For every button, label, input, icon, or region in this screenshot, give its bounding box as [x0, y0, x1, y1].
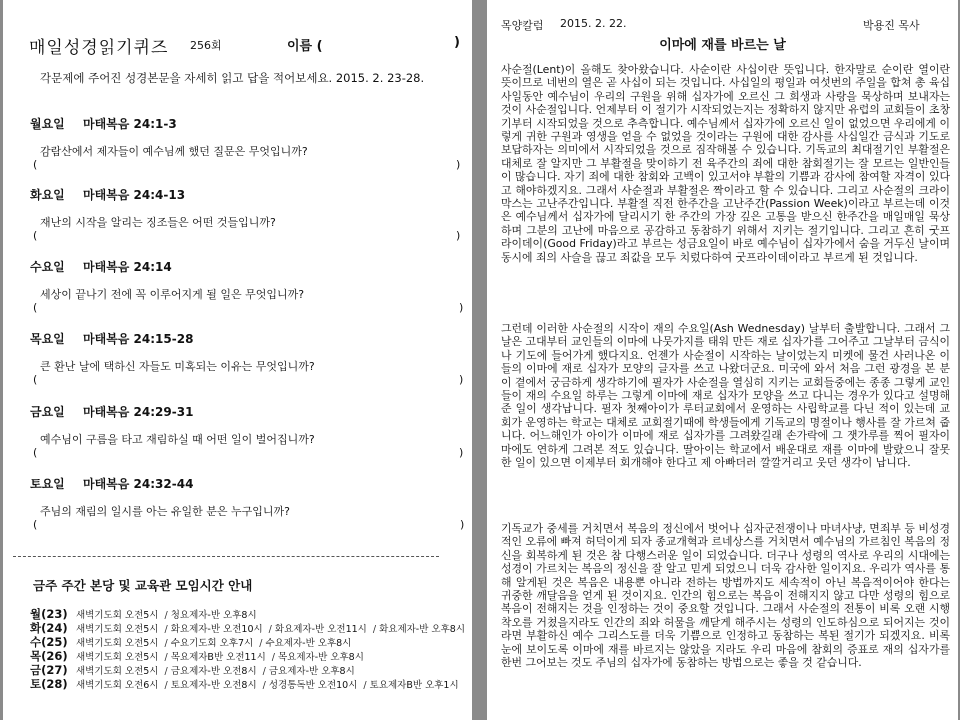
question-text: 감람산에서 제자들이 예수님께 했던 질문은 무엇입니까?	[40, 145, 308, 158]
answer-open: (	[33, 229, 38, 242]
column-paragraph-2: 그런데 이러한 사순절의 시작이 재의 수요일(Ash Wednesday) 날부터 출발합니다. 그래서 그날은 고대부터 교인들의 이마에 나뭇가지를 태워 만든 재로 십자가를 그어주고 그날부터 금식이나 기도에 들어가게 했다지요. 언젠가 사순절이 시작하는 날이었는지 미켓에 물건 사러나온 이들의 이마에 재로 십자가 모양의 글자를 쓰고 나왔더군요. 미국에 와서 처음 그런 광경을 본 분이 곁에서 궁금하게 생각하기에 필자가 사순절을 열심히 지키는 교회들중에는 종종 그렇게 교인들이 재의 수요일 하루는 그렇게 이마에 재로 십자가 모양을 쓰고 다니는 경우가 있다고 설명해준 일이 생각납니다. 필자 첫째아이가 루터교회에서 운영하는 사립학교를 다닌 적이 있는데 교회가 운영하는 학교는 대체로 교회절기때에 학생들에게 기독교의 명절이나 행사를 잘 가르쳐 줍니다. 어느해인가 아이가 이마에 재로 십자가를 그려왔길래 손가락에 그 잿가루를 찍어 필자이마에도 연하게 그려본 적도 있습니다. 딸아이는 학교에서 배운대로 재를 이마에 발랐으니 잘못한 일이 있으면 이제부터 회개해야 한다고 제 아빠더러 깔깔거리고 웃던 생각이 납니다.	[501, 322, 950, 470]
meeting-item: / 화요제자-반 오후8시	[373, 621, 465, 635]
passage-ref: 마태복음 24:1-3	[83, 117, 177, 131]
answer-open: (	[33, 446, 38, 459]
answer-open: (	[33, 373, 38, 386]
name-label: 이름 (	[287, 39, 323, 54]
answer-close: )	[460, 518, 465, 531]
answer-open: (	[33, 518, 38, 531]
question-text: 세상이 끝나기 전에 꼭 이루어지게 될 일은 무엇입니까?	[40, 288, 305, 301]
quiz-page	[3, 0, 472, 720]
meeting-item: / 목요제자B반 오전11시	[164, 649, 265, 663]
answer-close: )	[459, 446, 464, 459]
question-text: 예수님이 구름을 타고 재림하실 때 어떤 일이 벌어집니까?	[40, 433, 315, 446]
meetings-title: 금주 주간 본당 및 교육관 모임시간 안내	[33, 578, 253, 593]
meeting-item: / 화요제자-반 오전11시	[269, 621, 367, 635]
column-paragraph-1: 사순절(Lent)이 올해도 찾아왔습니다. 사순이란 사십이란 뜻입니다. 한자말로 순이란 열이란 뜻이므로 네번의 열은 곧 사십이 되는 것입니다. 사십일의 평일과 여섯번의 주일을 합쳐 총 육십사일동안 예수님이 우리의 구원을 위해 십자가에 오르신 그 희생과 사랑을 묵상하며 보내자는 것이 사순절입니다. 언제부터 이 절기가 시작되었는지는 정확하지 않지만 유럽의 교회들이 초창기부터 시작되었을 것으로 추측합니다. 예수님께서 십자가에 오르신 일이 없었으면 우리에게 이렇게 귀한 구원과 영생을 얻을 수 없었을 것이라는 구원에 대한 감사를 사십일간 금식과 기도로 보답하자는 의미에서 시작되었을 것으로 짐작해볼 수 있습니다. 기독교의 최대절기인 부활절은 대체로 잘 알지만 그 부활절을 맞이하기 전 육주간의 죄에 대한 참회절기는 잘 모르는 일반인들이 많습니다. 자기 죄에 대한 참회와 고백이 있고서야 부활의 기쁨과 감사에 참여할 자격이 있다고 해야하겠지요. 그래서 사순절과 부활절은 짝이라고 할 수 있습니다. 그리고 사순절의 크라이막스는 고난주간입니다. 부활절 직전 한주간을 고난주간(Passion Week)이라고 부르는데 이것은 예수님께서 십자가에 달리시기 한 주간의 가장 깊은 고통을 받으신 한주간을 매일매일 묵상하며 그분의 고난에 마음으로 공감하고 동참하기 위해서 지키는 절기입니다. 그리고 흔히 굿프라이데이(Good Friday)라고 부르는 성금요일이 바로 예수님이 십자가에서 숨을 거두신 날이며 동시에 죄의 사슬을 끊고 죄값을 모두 치렀다하여 굿프라이데이라고 부르게 된 것입니다.	[501, 63, 950, 264]
meeting-day: 목(26)	[30, 649, 68, 663]
meeting-item: / 금요제자-반 오전8시	[164, 663, 256, 677]
answer-open: (	[33, 301, 38, 314]
passage-ref: 마태복음 24:14	[83, 260, 172, 274]
meeting-day: 토(28)	[30, 677, 68, 691]
column-paragraph-3: 기독교가 중세를 거치면서 복음의 정신에서 벗어나 십자군전쟁이나 마녀사냥, 면죄부 등 비성경적인 오류에 빠져 허덕이게 되자 종교개혁과 르네상스를 거치면서 예수님의 가르침인 복음의 정신을 회복하게 된 것은 참 다행스러운 일이 되었습니다. 더구나 성령의 역사로 우리의 시대에는 성경이 가르치는 복음의 정신을 잘 알고 믿게 되었으니 더욱 감사한 일이지요. 우리가 역사를 통해 알게된 것은 복음은 내용뿐 아니라 전하는 방법까지도 세속적이 아닌 복음적이어야 한다는 귀중한 깨달음을 얻게 된 것이지요. 인간의 힘으로는 복음이 전해지지 않고 다만 성령의 힘으로 복음이 전해지는 것을 인정하는 것이 중요할 것입니다. 그래서 사순절의 전통이 비록 오랜 시행착오를 거쳤을지라도 인간의 죄와 허물을 깨닫게 해주시는 성령의 인도하심으로 되어지는 것이라면 부활하신 예수 그리스도를 더욱 기쁨으로 인정하고 동참하는 복된 절기가 되겠지요. 비록 눈에 보이도록 이마에 재를 바르지는 않았을 지라도 우리 마음에 참회의 증표로 재의 십자가를 한번 그어보는 것도 주님의 십자가에 동참하는 방법으로는 좋을 것 같습니다.	[501, 522, 950, 670]
answer-close: )	[459, 301, 464, 314]
passage-ref: 마태복음 24:4-13	[83, 188, 186, 202]
question-text: 큰 환난 날에 택하신 자들도 미혹되는 이유는 무엇입니까?	[40, 360, 315, 373]
name-close: )	[454, 35, 460, 50]
meeting-item: / 토요제자-반 오전8시	[164, 677, 256, 691]
column-title: 이마에 재를 바르는 날	[659, 38, 786, 53]
quiz-number: 256회	[190, 39, 222, 52]
day-label: 금요일	[30, 405, 65, 419]
meeting-item: / 토요제자B반 오후1시	[363, 677, 458, 691]
meeting-item: 새벽기도회 오전6시	[76, 680, 159, 691]
meeting-item: / 수요기도회 오후7시	[164, 635, 253, 649]
meeting-item: / 성경통독반 오전10시	[263, 677, 358, 691]
day-label: 수요일	[30, 260, 65, 274]
meeting-day: 월(23)	[30, 607, 68, 621]
column-page	[487, 0, 958, 720]
day-label: 토요일	[30, 477, 65, 491]
meeting-row	[30, 676, 465, 692]
meeting-item: 새벽기도회 오전5시	[76, 638, 159, 649]
quiz-title: 매일성경읽기퀴즈	[29, 38, 169, 58]
meeting-day: 금(27)	[30, 663, 68, 677]
meeting-item: / 청요제자-반 오후8시	[164, 607, 256, 621]
answer-open: (	[33, 158, 38, 171]
question-text: 재난의 시작을 알리는 징조들은 어떤 것들입니까?	[40, 216, 276, 229]
meeting-day: 화(24)	[30, 621, 68, 635]
meeting-item: 새벽기도회 오전5시	[76, 652, 159, 663]
meeting-item: / 금요제자-반 오후8시	[263, 663, 355, 677]
meeting-item: / 화요제자-반 오전10시	[164, 621, 262, 635]
passage-ref: 마태복음 24:29-31	[83, 405, 194, 419]
meeting-item: / 수요제자-반 오후8시	[259, 635, 351, 649]
answer-close: )	[456, 158, 461, 171]
column-label: 목양칼럼	[501, 19, 544, 32]
day-label: 화요일	[30, 188, 65, 202]
meeting-item: 새벽기도회 오전5시	[76, 610, 159, 621]
passage-ref: 마태복음 24:15-28	[83, 332, 194, 346]
meeting-item: 새벽기도회 오전5시	[76, 624, 159, 635]
meeting-item: 새벽기도회 오전5시	[76, 666, 159, 677]
passage-ref: 마태복음 24:32-44	[83, 477, 194, 491]
answer-close: )	[459, 373, 464, 386]
meeting-item: / 목요제자-반 오후8시	[272, 649, 364, 663]
meeting-day: 수(25)	[30, 635, 68, 649]
day-label: 목요일	[30, 332, 65, 346]
column-author: 박용진 목사	[863, 19, 920, 32]
question-text: 주님의 재림의 일시를 아는 유일한 분은 누구입니까?	[40, 505, 290, 518]
day-label: 월요일	[30, 117, 65, 131]
quiz-instructions: 각문제에 주어진 성경본문을 자세히 읽고 답을 적어보세요. 2015. 2. 23-28.	[40, 71, 425, 85]
divider	[13, 556, 439, 557]
column-date: 2015. 2. 22.	[560, 17, 627, 30]
answer-close: )	[456, 229, 461, 242]
